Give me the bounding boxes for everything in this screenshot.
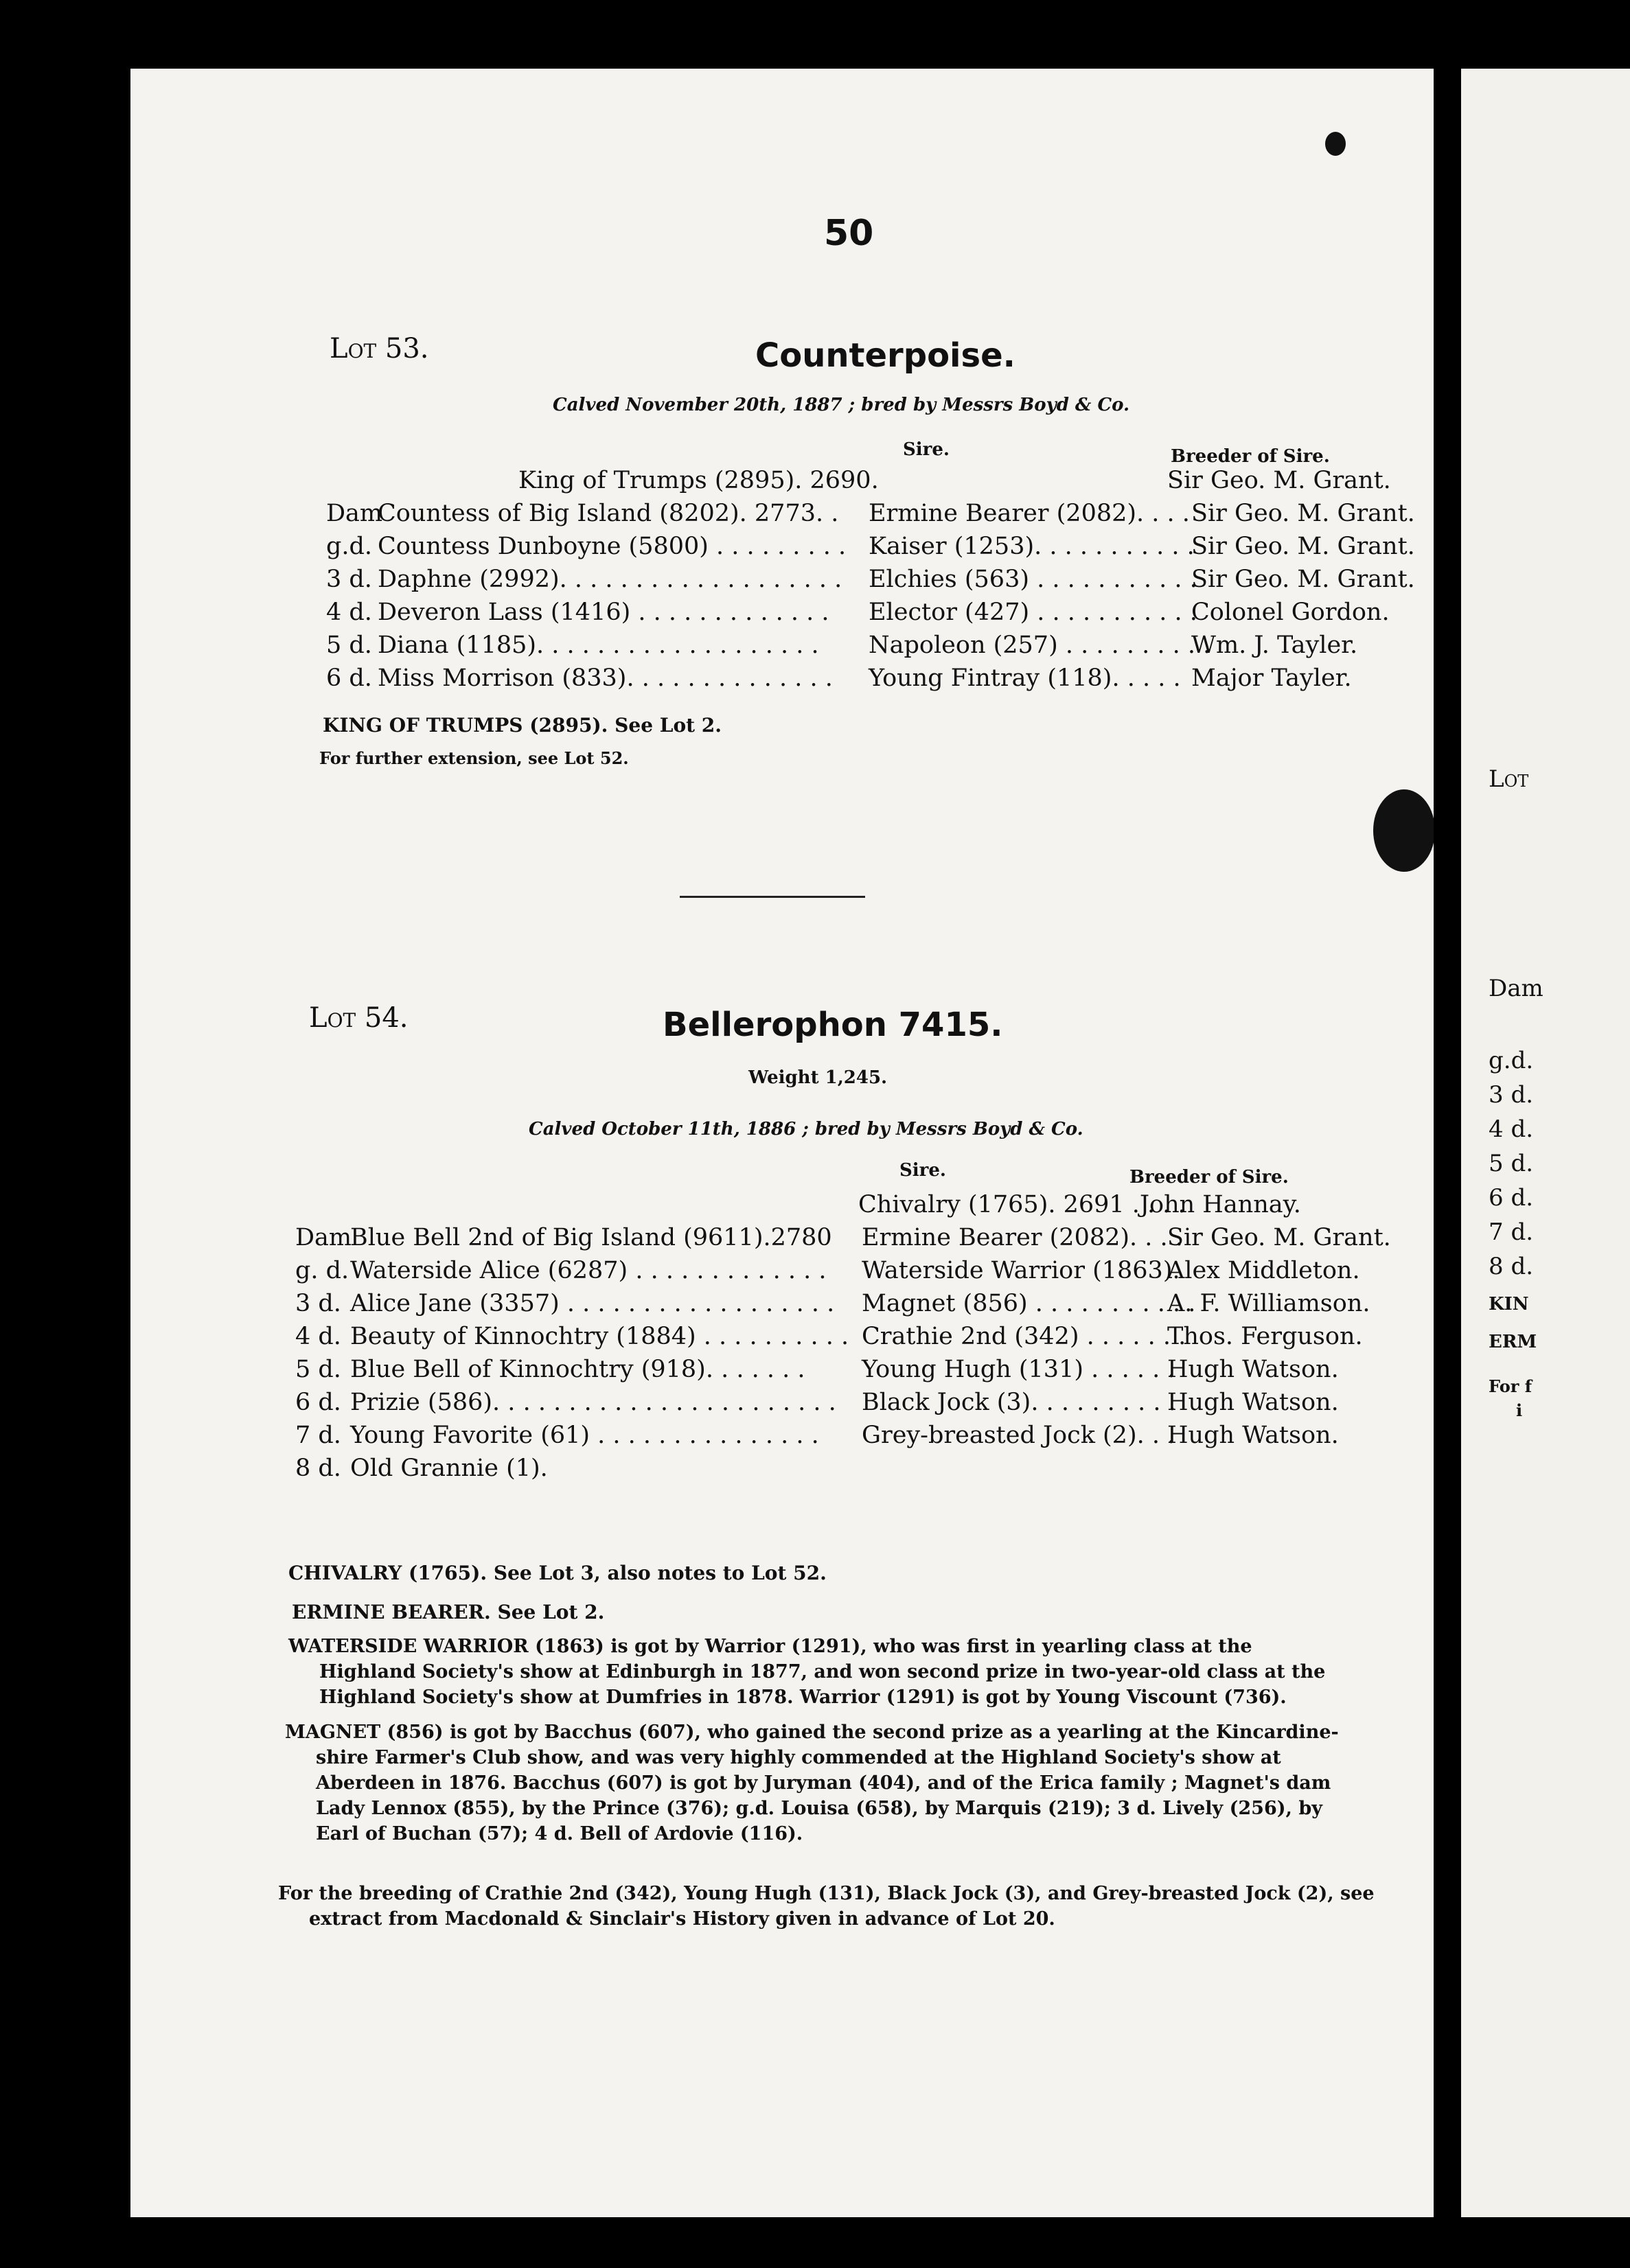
pedigree-row <box>326 599 1438 632</box>
divider-rule <box>680 896 865 898</box>
pedigree-row <box>295 1389 1408 1422</box>
paragraph-line: MAGNET (856) is got by Bacchus (607), who gained the second prize as a yearling at the Kincardine- <box>285 1722 1339 1743</box>
generation-cell: 5 d. <box>326 632 372 659</box>
lot-53-sire-header: Sire. <box>903 439 950 460</box>
paragraph-line: Lady Lennox (855), by the Prince (376); g.d. Louisa (658), by Marquis (219); 3 d. Lively (256), by <box>316 1798 1322 1819</box>
sire-cell: Ermine Bearer (2082). . . . <box>869 500 1190 527</box>
pedigree-row <box>295 1422 1408 1455</box>
page-gutter <box>1434 69 1461 2217</box>
sire-cell: Young Hugh (131) . . . . . . <box>862 1356 1175 1383</box>
breeder-cell: Hugh Watson. <box>1167 1356 1339 1383</box>
pedigree-row <box>326 500 1438 533</box>
adjacent-generation: g.d. <box>1489 1047 1534 1074</box>
pedigree-row <box>326 632 1438 664</box>
adjacent-generation: 7 d. <box>1489 1218 1534 1246</box>
pedigree-row <box>295 1323 1408 1356</box>
paragraph-line: Earl of Buchan (57); 4 d. Bell of Ardovie (116). <box>316 1823 803 1844</box>
pedigree-row <box>295 1455 1408 1488</box>
breeder-cell: Sir Geo. M. Grant. <box>1191 500 1415 527</box>
dam-cell: Deveron Lass (1416) . . . . . . . . . . . . . <box>378 599 829 626</box>
adjacent-note: For f <box>1489 1376 1533 1396</box>
breeder-cell: Wm. J. Tayler. <box>1191 632 1358 659</box>
dam-cell: Alice Jane (3357) . . . . . . . . . . . . . . . . . . <box>350 1290 835 1317</box>
pedigree-row <box>295 1257 1408 1290</box>
paragraph-line: Highland Society's show at Dumfries in 1878. Warrior (1291) is got by Young Viscount (736). <box>319 1687 1287 1708</box>
pedigree-row <box>326 664 1438 697</box>
adjacent-generation: 4 d. <box>1489 1115 1534 1143</box>
lot-53-title: Counterpoise. <box>755 336 1015 375</box>
breeder-cell: Hugh Watson. <box>1167 1389 1339 1416</box>
dam-cell: Beauty of Kinnochtry (1884) . . . . . . . . . . <box>350 1323 849 1350</box>
ink-smudge <box>1325 132 1346 156</box>
sire-cell: Grey-breasted Jock (2). . . <box>862 1422 1175 1449</box>
sire-cell: Elector (427) . . . . . . . . . . . <box>869 599 1197 626</box>
generation-cell: g.d. <box>326 533 373 560</box>
pedigree-row <box>295 1224 1408 1257</box>
sire-cell: Chivalry (1765). 2691 . . . . <box>858 1191 1186 1218</box>
sire-cell: Ermine Bearer (2082). . . . <box>862 1224 1183 1251</box>
pedigree-row <box>326 467 1438 500</box>
dam-cell: Waterside Alice (6287) . . . . . . . . . . . . . <box>350 1257 827 1284</box>
pedigree-row <box>295 1290 1408 1323</box>
paragraph-line: For the breeding of Crathie 2nd (342), Young Hugh (131), Black Jock (3), and Grey-breasted Jock (2), see <box>278 1883 1375 1904</box>
lot-54-label: Lot 54. <box>309 1002 409 1034</box>
dam-cell: Miss Morrison (833). . . . . . . . . . . . . . <box>378 664 833 692</box>
dam-cell: Countess of Big Island (8202). 2773. . <box>378 500 839 527</box>
lot-54-sire-header: Sire. <box>899 1160 946 1181</box>
lot-53-note-king-of-trumps: KING OF TRUMPS (2895). See Lot 2. <box>323 714 722 737</box>
sire-cell: Waterside Warrior (1863). <box>862 1257 1180 1284</box>
waterside-warrior-paragraph <box>288 1634 1325 1710</box>
magnet-paragraph <box>285 1720 1339 1847</box>
generation-cell: 5 d. <box>295 1356 341 1383</box>
pedigree-row <box>326 533 1438 566</box>
pedigree-row <box>295 1191 1408 1224</box>
generation-cell: g. d. <box>295 1257 349 1284</box>
generation-cell: 3 d. <box>326 566 372 593</box>
adjacent-note: ERM <box>1489 1332 1537 1352</box>
breeder-cell: Alex Middleton. <box>1167 1257 1360 1284</box>
breeder-cell: Thos. Ferguson. <box>1167 1323 1363 1350</box>
adjacent-dam-label: Dam <box>1489 975 1543 1002</box>
lot-54-weight: Weight 1,245. <box>748 1067 888 1088</box>
ink-smudge <box>1373 789 1435 872</box>
breeder-cell: Sir Geo. M. Grant. <box>1167 467 1391 494</box>
breeder-cell: Sir Geo. M. Grant. <box>1191 566 1415 593</box>
breeder-cell: Colonel Gordon. <box>1191 599 1390 626</box>
adjacent-note: KIN <box>1489 1294 1529 1315</box>
paragraph-line: Highland Society's show at Edinburgh in 1877, and won second prize in two-year-old class at the <box>319 1661 1326 1682</box>
lot-53-pedigree-table <box>326 467 1459 741</box>
breeding-reference-paragraph <box>278 1881 1375 1932</box>
lot-54-calved: Calved October 11th, 1886 ; bred by Messrs Boyd & Co. <box>529 1119 1083 1139</box>
paragraph-line: extract from Macdonald & Sinclair's History given in advance of Lot 20. <box>309 1908 1055 1930</box>
adjacent-generation: 5 d. <box>1489 1150 1534 1177</box>
dam-cell: Countess Dunboyne (5800) . . . . . . . . . <box>378 533 847 560</box>
sire-cell: Crathie 2nd (342) . . . . . . . <box>862 1323 1186 1350</box>
pedigree-row <box>295 1356 1408 1389</box>
lot-53-label: Lot 53. <box>330 333 429 364</box>
breeder-cell: Sir Geo. M. Grant. <box>1167 1224 1391 1251</box>
dam-cell: Blue Bell 2nd of Big Island (9611).2780 <box>350 1224 832 1251</box>
generation-cell: Dam <box>326 500 383 527</box>
adjacent-generation: 8 d. <box>1489 1253 1534 1280</box>
lot-53-calved: Calved November 20th, 1887 ; bred by Messrs Boyd & Co. <box>553 395 1130 415</box>
dam-cell: Daphne (2992). . . . . . . . . . . . . . . . . . . <box>378 566 842 593</box>
generation-cell: 6 d. <box>326 664 372 692</box>
breeder-cell: John Hannay. <box>1140 1191 1301 1218</box>
generation-cell: 6 d. <box>295 1389 341 1416</box>
lot-54-note-chivalry: CHIVALRY (1765). See Lot 3, also notes to Lot 52. <box>288 1562 827 1584</box>
sire-cell: Kaiser (1253). . . . . . . . . . . <box>869 533 1195 560</box>
sire-cell: Magnet (856) . . . . . . . . . . . <box>862 1290 1196 1317</box>
adjacent-generation: 3 d. <box>1489 1081 1534 1109</box>
generation-cell: Dam <box>295 1224 352 1251</box>
pedigree-row <box>326 566 1438 599</box>
lot-53-breeder-header: Breeder of Sire. <box>1171 446 1330 467</box>
dam-cell: Prizie (586). . . . . . . . . . . . . . . . . . . . . . . <box>350 1389 836 1416</box>
generation-cell: 4 d. <box>326 599 372 626</box>
generation-cell: 7 d. <box>295 1422 341 1449</box>
generation-cell: 4 d. <box>295 1323 341 1350</box>
dam-cell: Young Favorite (61) . . . . . . . . . . . . . . . <box>350 1422 819 1449</box>
generation-cell: 3 d. <box>295 1290 341 1317</box>
adjacent-page-edge <box>1461 69 1630 2217</box>
breeder-cell: A. F. Williamson. <box>1167 1290 1370 1317</box>
lot-54-title: Bellerophon 7415. <box>663 1006 1003 1044</box>
sire-cell: Black Jock (3). . . . . . . . . . <box>862 1389 1176 1416</box>
paragraph-line: Aberdeen in 1876. Bacchus (607) is got by Juryman (404), and of the Erica family ; Magnet's dam <box>316 1772 1331 1794</box>
sire-cell: Elchies (563) . . . . . . . . . . . <box>869 566 1197 593</box>
lot-54-pedigree-table <box>295 1191 1456 1507</box>
dam-cell: Diana (1185). . . . . . . . . . . . . . . . . . . <box>378 632 819 659</box>
generation-cell: 8 d. <box>295 1455 341 1482</box>
adjacent-note: i <box>1516 1400 1523 1420</box>
breeder-cell: Hugh Watson. <box>1167 1422 1339 1449</box>
lot-53-note-extension: For further extension, see Lot 52. <box>319 748 629 768</box>
catalogue-page <box>130 69 1462 2217</box>
dam-cell: Old Grannie (1). <box>350 1455 548 1482</box>
sire-cell: Napoleon (257) . . . . . . . . . . <box>869 632 1211 659</box>
sire-cell: Young Fintray (118). . . . . <box>869 664 1181 692</box>
page-number: 50 <box>824 213 874 254</box>
adjacent-lot-label: Lot <box>1489 765 1529 793</box>
sire-cell: King of Trumps (2895). 2690. <box>518 467 879 494</box>
breeder-cell: Sir Geo. M. Grant. <box>1191 533 1415 560</box>
lot-54-breeder-header: Breeder of Sire. <box>1129 1167 1289 1188</box>
dam-cell: Blue Bell of Kinnochtry (918). . . . . . . <box>350 1356 805 1383</box>
breeder-cell: Major Tayler. <box>1191 664 1352 692</box>
adjacent-generation: 6 d. <box>1489 1184 1534 1212</box>
paragraph-line: WATERSIDE WARRIOR (1863) is got by Warrior (1291), who was first in yearling class at the <box>288 1636 1252 1657</box>
lot-54-note-ermine-bearer: ERMINE BEARER. See Lot 2. <box>292 1601 605 1623</box>
paragraph-line: shire Farmer's Club show, and was very highly commended at the Highland Society's show at <box>316 1747 1281 1768</box>
